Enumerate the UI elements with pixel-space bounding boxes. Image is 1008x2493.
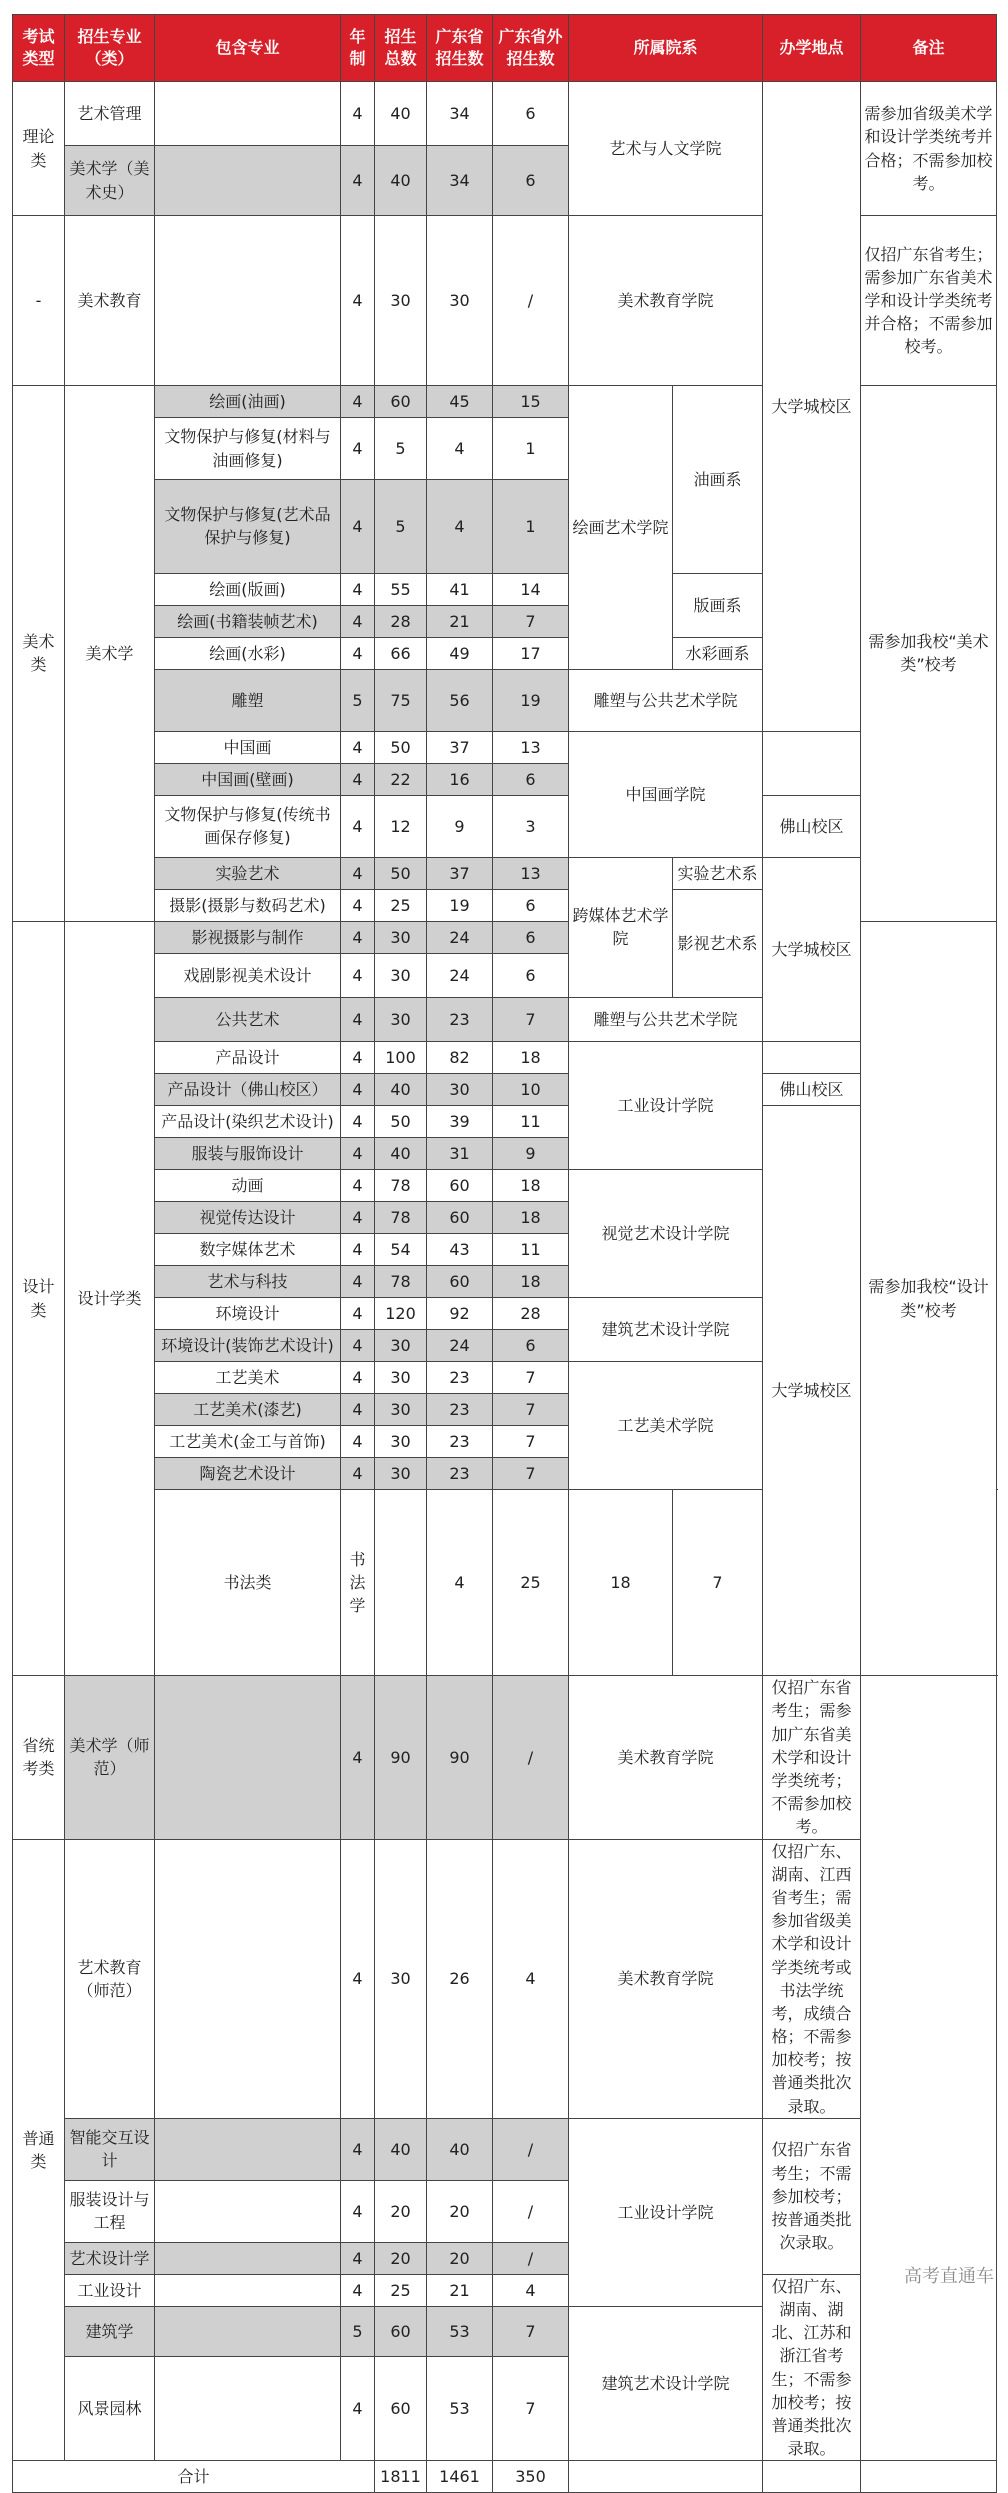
total-cell: 1811	[375, 2461, 427, 2493]
major-cell: 服装设计与工程	[65, 2180, 155, 2242]
sub-cell: 艺术与科技	[155, 1265, 341, 1297]
outside-cell: 7	[493, 605, 569, 637]
gd-cell: 37	[427, 857, 493, 889]
gd-cell: 19	[427, 889, 493, 921]
gd-cell: 43	[427, 1233, 493, 1265]
major-cell: 建筑学	[65, 2306, 155, 2357]
campus-cell: 大学城校区	[763, 857, 861, 1041]
gd-cell: 23	[427, 1425, 493, 1457]
gd-cell: 56	[427, 669, 493, 731]
outside-cell: 7	[493, 2357, 569, 2461]
total-cell: 54	[375, 1233, 427, 1265]
header-sub: 包含专业	[155, 15, 341, 82]
total-cell: 75	[375, 669, 427, 731]
category-cell: 书法类	[155, 1489, 341, 1676]
table-row	[13, 857, 997, 889]
outside-cell: 1	[493, 418, 569, 480]
sub-cell	[155, 2180, 341, 2242]
total-cell: 20	[375, 2242, 427, 2274]
total-cell: 90	[375, 1676, 427, 1839]
years-cell: 4	[341, 1393, 375, 1425]
dept-cell: 版画系	[673, 573, 763, 637]
years-cell: 4	[341, 763, 375, 795]
sub-cell: 环境设计(装饰艺术设计)	[155, 1329, 341, 1361]
college-cell: 雕塑与公共艺术学院	[569, 997, 763, 1041]
years-cell: 4	[341, 480, 375, 574]
years-cell: 4	[341, 82, 375, 146]
college-cell: 中国画学院	[569, 731, 763, 857]
sub-cell: 文物保护与修复(艺术品保护与修复)	[155, 480, 341, 574]
total-cell: 40	[375, 82, 427, 146]
total-cell: 25	[493, 1489, 569, 1676]
note-cell: 需参加我校“美术类”校考	[861, 386, 997, 922]
dept-cell: 影视艺术系	[673, 889, 763, 997]
note-cell: 仅招广东省考生；不需参加校考；按普通类批次录取。	[763, 2118, 861, 2274]
sub-cell: 中国画(壁画)	[155, 763, 341, 795]
sub-cell	[155, 2357, 341, 2461]
gd-cell: 30	[427, 1073, 493, 1105]
header-college: 所属院系	[569, 15, 763, 82]
college-cell: 美术教育学院	[569, 1676, 763, 1839]
gd-cell: 23	[427, 997, 493, 1041]
major-cell: 艺术管理	[65, 82, 155, 146]
note-cell: 仅招广东省考生；需参加广东省美术学和设计学类统考；不需参加校考。	[763, 1676, 861, 1839]
table-row	[13, 2274, 997, 2306]
total-row	[13, 2461, 997, 2493]
table-row	[13, 1105, 997, 1137]
gd-cell: 1461	[427, 2461, 493, 2493]
outside-cell: 17	[493, 637, 569, 669]
sub-cell	[155, 1839, 341, 2118]
sub-cell: 戏剧影视美术设计	[155, 953, 341, 997]
sub-cell	[155, 2306, 341, 2357]
outside-cell: 7	[493, 2306, 569, 2357]
years-cell: 4	[341, 2274, 375, 2306]
total-cell: 120	[375, 1297, 427, 1329]
years-cell: 4	[341, 386, 375, 418]
category-cell: 理论类	[13, 82, 65, 216]
table-row	[13, 795, 997, 857]
sub-cell: 工艺美术(漆艺)	[155, 1393, 341, 1425]
dept-cell: 实验艺术系	[673, 857, 763, 889]
category-cell: -	[13, 216, 65, 386]
total-cell: 12	[375, 795, 427, 857]
gd-cell: 24	[427, 953, 493, 997]
years-cell: 4	[427, 1489, 493, 1676]
note-cell: 仅招广东、湖南、江西省考生；需参加省级美术学和设计学类统考或书法学统考，成绩合格；不需参加校考；按普通类批次录取。	[763, 1839, 861, 2118]
dept-cell: 油画系	[673, 386, 763, 574]
total-cell: 40	[375, 146, 427, 216]
years-cell: 5	[341, 669, 375, 731]
outside-cell: /	[493, 2180, 569, 2242]
gd-cell: 23	[427, 1393, 493, 1425]
years-cell: 4	[341, 637, 375, 669]
total-cell: 5	[375, 480, 427, 574]
years-cell: 4	[341, 573, 375, 605]
campus-cell: 大学城校区	[763, 1105, 861, 1676]
college-cell: 工业设计学院	[569, 1041, 763, 1169]
outside-cell: 7	[493, 997, 569, 1041]
outside-cell: 13	[493, 857, 569, 889]
header-row	[13, 15, 997, 82]
outside-cell: 18	[493, 1265, 569, 1297]
gd-cell: 53	[427, 2357, 493, 2461]
table-row	[13, 731, 997, 763]
total-cell: 60	[375, 386, 427, 418]
sub-cell: 服装与服饰设计	[155, 1137, 341, 1169]
total-cell: 55	[375, 573, 427, 605]
gd-cell: 39	[427, 1105, 493, 1137]
years-cell: 4	[341, 1041, 375, 1073]
sub-cell	[155, 146, 341, 216]
total-label: 合计	[13, 2461, 375, 2493]
major-cell: 美术学（美术史）	[65, 146, 155, 216]
sub-cell: 绘画(水彩)	[155, 637, 341, 669]
major-cell: 艺术设计学	[65, 2242, 155, 2274]
total-cell: 78	[375, 1169, 427, 1201]
sub-cell: 影视摄影与制作	[155, 921, 341, 953]
gd-cell: 23	[427, 1457, 493, 1489]
empty-cell	[861, 2461, 997, 2493]
table-row	[13, 763, 997, 795]
gd-cell: 21	[427, 605, 493, 637]
outside-cell: 7	[673, 1489, 763, 1676]
years-cell: 4	[341, 953, 375, 997]
campus-cell: 大学城校区	[763, 82, 861, 732]
years-cell: 4	[341, 146, 375, 216]
table-row	[13, 2118, 997, 2180]
gd-cell: 60	[427, 1265, 493, 1297]
total-cell: 28	[375, 605, 427, 637]
years-cell: 4	[341, 1265, 375, 1297]
college-cell: 美术教育学院	[569, 216, 763, 386]
sub-cell	[155, 2242, 341, 2274]
sub-cell	[155, 2274, 341, 2306]
sub-cell: 绘画(书籍装帧艺术)	[155, 605, 341, 637]
total-cell: 30	[375, 1393, 427, 1425]
header-notes: 备注	[861, 15, 997, 82]
outside-cell: 11	[493, 1105, 569, 1137]
college-cell: 美术教育学院	[569, 1839, 763, 2118]
campus-cell: 佛山校区	[763, 1073, 861, 1105]
college-cell: 工艺美术学院	[569, 1361, 763, 1489]
sub-cell: 陶瓷艺术设计	[155, 1457, 341, 1489]
outside-cell: 6	[493, 889, 569, 921]
outside-cell: 6	[493, 921, 569, 953]
years-cell: 4	[341, 1329, 375, 1361]
years-cell: 4	[341, 1425, 375, 1457]
years-cell: 4	[341, 1137, 375, 1169]
gd-cell: 34	[427, 146, 493, 216]
years-cell: 4	[341, 997, 375, 1041]
gd-cell: 60	[427, 1169, 493, 1201]
years-cell: 4	[341, 1233, 375, 1265]
gd-cell: 4	[427, 418, 493, 480]
enrollment-table	[12, 14, 997, 2493]
years-cell: 4	[341, 2180, 375, 2242]
years-cell: 4	[341, 2357, 375, 2461]
total-cell: 22	[375, 763, 427, 795]
gd-cell: 82	[427, 1041, 493, 1073]
sub-cell	[155, 216, 341, 386]
college-cell: 视觉艺术设计学院	[569, 1169, 763, 1297]
years-cell: 4	[341, 1457, 375, 1489]
sub-cell: 视觉传达设计	[155, 1201, 341, 1233]
campus-cell: 佛山校区	[763, 795, 861, 857]
header-gd: 广东省招生数	[427, 15, 493, 82]
years-cell: 4	[341, 857, 375, 889]
sub-cell: 工艺美术(金工与首饰)	[155, 1425, 341, 1457]
table-row	[13, 1676, 997, 1839]
total-cell: 30	[375, 1457, 427, 1489]
outside-cell: 11	[493, 1233, 569, 1265]
sub-cell: 实验艺术	[155, 857, 341, 889]
total-cell: 20	[375, 2180, 427, 2242]
category-cell: 设计类	[13, 921, 65, 1676]
years-cell: 4	[341, 921, 375, 953]
sub-cell: 公共艺术	[155, 997, 341, 1041]
gd-cell: 30	[427, 216, 493, 386]
total-cell: 30	[375, 216, 427, 386]
total-cell: 30	[375, 1329, 427, 1361]
major-cell: 风景园林	[65, 2357, 155, 2461]
years-cell: 4	[341, 2242, 375, 2274]
college-cell: 跨媒体艺术学院	[569, 857, 673, 997]
gd-cell: 53	[427, 2306, 493, 2357]
outside-cell: 4	[493, 1839, 569, 2118]
years-cell: 4	[341, 1073, 375, 1105]
gd-cell: 90	[427, 1676, 493, 1839]
outside-cell: /	[493, 216, 569, 386]
gd-cell: 24	[427, 1329, 493, 1361]
gd-cell: 4	[427, 480, 493, 574]
outside-cell: 7	[493, 1393, 569, 1425]
total-cell: 25	[375, 889, 427, 921]
sub-cell: 环境设计	[155, 1297, 341, 1329]
outside-cell: 19	[493, 669, 569, 731]
table-row	[13, 82, 997, 146]
years-cell: 4	[341, 1676, 375, 1839]
outside-cell: 15	[493, 386, 569, 418]
sub-cell: 工艺美术	[155, 1361, 341, 1393]
gd-cell: 26	[427, 1839, 493, 2118]
college-cell: 建筑艺术设计学院	[569, 1297, 763, 1361]
outside-cell: 28	[493, 1297, 569, 1329]
outside-cell: 13	[493, 731, 569, 763]
gd-cell: 45	[427, 386, 493, 418]
total-cell: 40	[375, 1137, 427, 1169]
total-cell: 40	[375, 2118, 427, 2180]
total-cell: 25	[375, 2274, 427, 2306]
years-cell: 4	[341, 1361, 375, 1393]
outside-cell: 350	[493, 2461, 569, 2493]
major-cell: 工业设计	[65, 2274, 155, 2306]
outside-cell: 18	[493, 1041, 569, 1073]
sub-cell: 动画	[155, 1169, 341, 1201]
outside-cell: 6	[493, 146, 569, 216]
empty-cell	[569, 2461, 763, 2493]
total-cell: 30	[375, 1425, 427, 1457]
gd-cell: 31	[427, 1137, 493, 1169]
sub-cell: 摄影(摄影与数码艺术)	[155, 889, 341, 921]
total-cell: 78	[375, 1265, 427, 1297]
total-cell: 30	[375, 1839, 427, 2118]
total-cell: 66	[375, 637, 427, 669]
gd-cell: 20	[427, 2180, 493, 2242]
header-exam-type: 考试类型	[13, 15, 65, 82]
years-cell: 4	[341, 1105, 375, 1137]
years-cell: 4	[341, 216, 375, 386]
gd-cell: 34	[427, 82, 493, 146]
gd-cell: 18	[569, 1489, 673, 1676]
total-cell: 50	[375, 857, 427, 889]
outside-cell: 9	[493, 1137, 569, 1169]
outside-cell: 18	[493, 1201, 569, 1233]
outside-cell: 6	[493, 953, 569, 997]
note-cell: 仅招广东省考生；需参加广东省美术学和设计学类统考并合格；不需参加校考。	[861, 216, 997, 386]
gd-cell: 41	[427, 573, 493, 605]
gd-cell: 21	[427, 2274, 493, 2306]
total-cell: 30	[375, 1361, 427, 1393]
years-cell: 4	[341, 2118, 375, 2180]
sub-cell: 数字媒体艺术	[155, 1233, 341, 1265]
header-years: 年制	[341, 15, 375, 82]
outside-cell: 7	[493, 1457, 569, 1489]
total-cell: 40	[375, 1073, 427, 1105]
sub-cell	[375, 1489, 427, 1676]
table-row	[13, 1839, 997, 2118]
outside-cell: 4	[493, 2274, 569, 2306]
sub-cell: 产品设计（佛山校区）	[155, 1073, 341, 1105]
total-cell: 50	[375, 1105, 427, 1137]
gd-cell: 60	[427, 1201, 493, 1233]
major-cell: 智能交互设计	[65, 2118, 155, 2180]
header-major: 招生专业（类）	[65, 15, 155, 82]
table-row	[13, 1041, 997, 1073]
total-cell: 30	[375, 997, 427, 1041]
category-cell: 美术类	[13, 386, 65, 922]
total-cell: 60	[375, 2306, 427, 2357]
total-cell: 30	[375, 921, 427, 953]
sub-cell: 绘画(版画)	[155, 573, 341, 605]
outside-cell: 6	[493, 1329, 569, 1361]
years-cell: 4	[341, 1169, 375, 1201]
outside-cell: 18	[493, 1169, 569, 1201]
total-cell: 78	[375, 1201, 427, 1233]
outside-cell: 6	[493, 763, 569, 795]
major-cell: 艺术教育（师范）	[65, 1839, 155, 2118]
category-cell: 普通类	[13, 1839, 65, 2461]
total-cell: 60	[375, 2357, 427, 2461]
total-cell: 30	[375, 953, 427, 997]
outside-cell: 1	[493, 480, 569, 574]
note-cell: 需参加省级美术学和设计学类统考并合格；不需参加校考。	[861, 82, 997, 216]
total-cell: 100	[375, 1041, 427, 1073]
major-cell: 书法学	[341, 1489, 375, 1676]
sub-cell	[155, 2118, 341, 2180]
gd-cell: 49	[427, 637, 493, 669]
major-cell: 设计学类	[65, 921, 155, 1676]
watermark: 高考直通车	[904, 2266, 994, 2287]
sub-cell: 中国画	[155, 731, 341, 763]
gd-cell: 20	[427, 2242, 493, 2274]
sub-cell	[155, 82, 341, 146]
outside-cell: 3	[493, 795, 569, 857]
years-cell: 4	[341, 418, 375, 480]
sub-cell: 文物保护与修复(材料与油画修复)	[155, 418, 341, 480]
gd-cell: 24	[427, 921, 493, 953]
years-cell: 4	[341, 795, 375, 857]
table-row	[13, 1073, 997, 1105]
dept-cell: 水彩画系	[673, 637, 763, 669]
header-outside: 广东省外招生数	[493, 15, 569, 82]
outside-cell: /	[493, 2242, 569, 2274]
gd-cell: 92	[427, 1297, 493, 1329]
years-cell: 4	[341, 889, 375, 921]
sub-cell: 文物保护与修复(传统书画保存修复)	[155, 795, 341, 857]
sub-cell: 绘画(油画)	[155, 386, 341, 418]
note-cell: 需参加我校“设计类”校考	[861, 921, 997, 1676]
empty-cell	[763, 2461, 861, 2493]
outside-cell: 6	[493, 82, 569, 146]
college-cell: 工业设计学院	[569, 2118, 763, 2306]
outside-cell: /	[493, 2118, 569, 2180]
outside-cell: 7	[493, 1425, 569, 1457]
outside-cell: /	[493, 1676, 569, 1839]
gd-cell: 9	[427, 795, 493, 857]
major-cell: 美术学	[65, 386, 155, 922]
years-cell: 4	[341, 1839, 375, 2118]
total-cell: 50	[375, 731, 427, 763]
sub-cell: 产品设计	[155, 1041, 341, 1073]
total-cell: 5	[375, 418, 427, 480]
gd-cell: 23	[427, 1361, 493, 1393]
header-total: 招生总数	[375, 15, 427, 82]
sub-cell	[155, 1676, 341, 1839]
years-cell: 4	[341, 1297, 375, 1329]
college-cell: 绘画艺术学院	[569, 386, 673, 670]
years-cell: 4	[341, 605, 375, 637]
major-cell: 美术学（师范）	[65, 1676, 155, 1839]
sub-cell: 雕塑	[155, 669, 341, 731]
college-cell: 雕塑与公共艺术学院	[569, 669, 763, 731]
years-cell: 5	[341, 2306, 375, 2357]
gd-cell: 37	[427, 731, 493, 763]
note-cell: 仅招广东、湖南、湖北、江苏和浙江省考生；不需参加校考；按普通类批次录取。	[763, 2274, 861, 2461]
college-cell: 建筑艺术设计学院	[569, 2306, 763, 2461]
outside-cell: 10	[493, 1073, 569, 1105]
college-cell: 艺术与人文学院	[569, 82, 763, 216]
gd-cell: 16	[427, 763, 493, 795]
years-cell: 4	[341, 731, 375, 763]
major-cell: 美术教育	[65, 216, 155, 386]
years-cell: 4	[341, 1201, 375, 1233]
header-campus: 办学地点	[763, 15, 861, 82]
sub-cell: 产品设计(染织艺术设计)	[155, 1105, 341, 1137]
category-cell: 省统考类	[13, 1676, 65, 1839]
outside-cell: 7	[493, 1361, 569, 1393]
gd-cell: 40	[427, 2118, 493, 2180]
outside-cell: 14	[493, 573, 569, 605]
